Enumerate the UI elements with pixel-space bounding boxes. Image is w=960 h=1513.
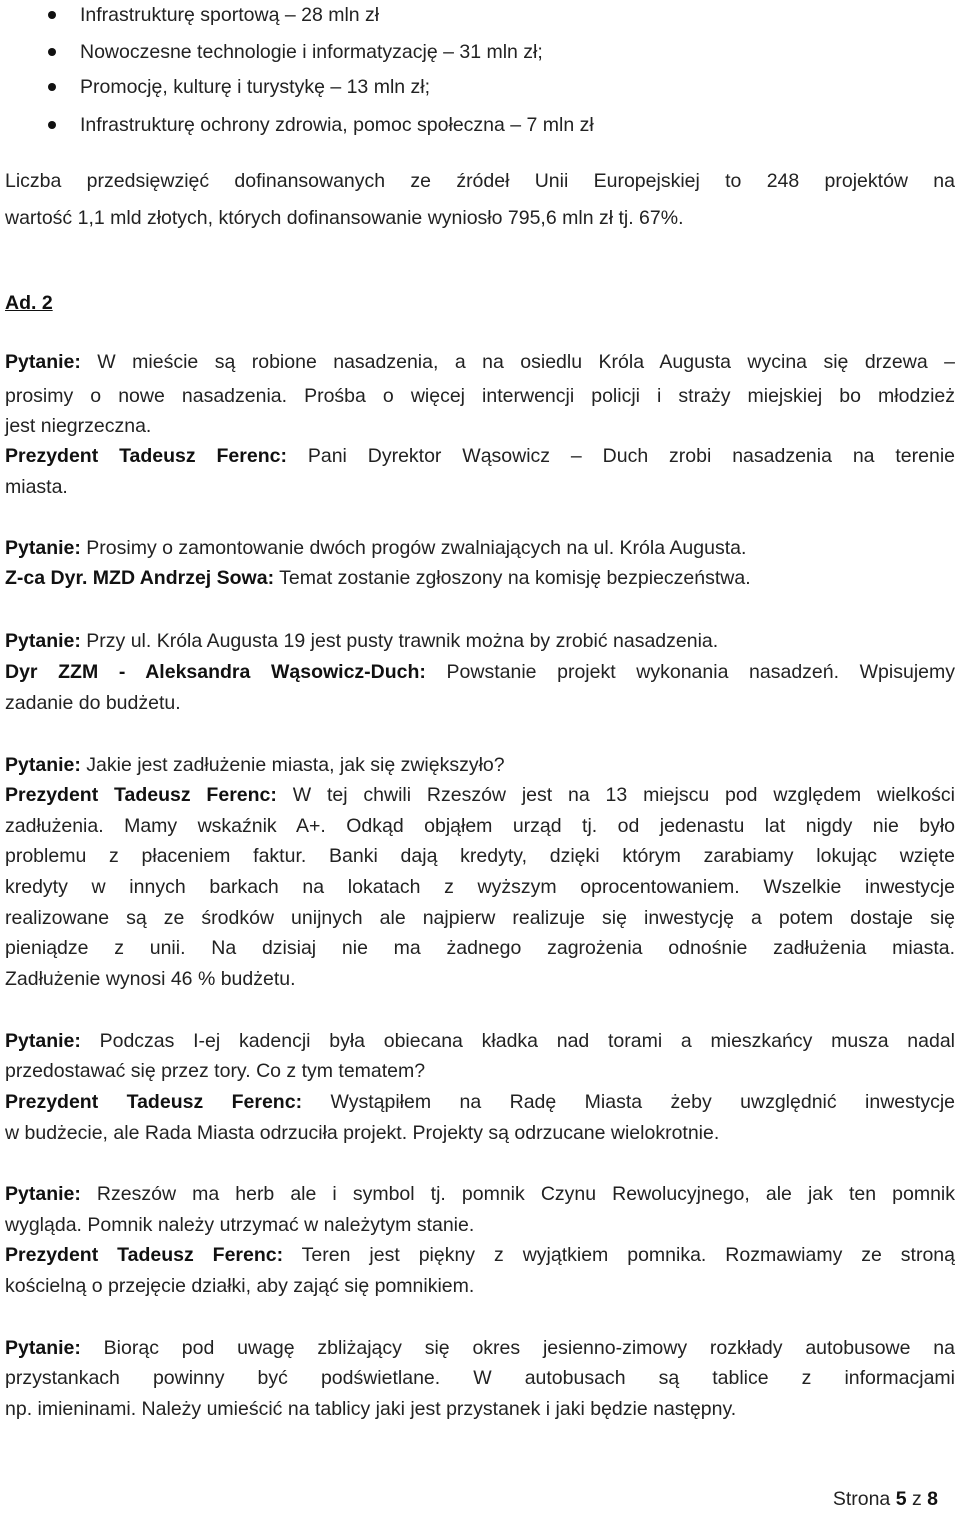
question-label: Pytanie: bbox=[5, 1183, 81, 1205]
question-text: W mieście są robione nasadzenia, a na osiedlu Króla Augusta wycina się drzewa – bbox=[80, 351, 955, 373]
answer-text: Teren jest piękny z wyjątkiem pomnika. Rozmawiamy ze stroną bbox=[283, 1244, 955, 1266]
speaker-label: Prezydent Tadeusz Ferenc: bbox=[5, 1244, 284, 1266]
paragraph-line: wartość 1,1 mld złotych, których dofinansowanie wyniosło 795,6 mln zł tj. 67%. bbox=[5, 207, 684, 229]
answer-line: kościelną o przejęcie działki, aby zająć się pomnikiem. bbox=[5, 1275, 475, 1297]
question-line: przystankach powinny być podświetlane. W autobusach są tablice z informacjami bbox=[5, 1367, 955, 1389]
question-label: Pytanie: bbox=[5, 1030, 81, 1052]
bullet-icon bbox=[48, 121, 56, 129]
answer-line: realizowane są ze środków unijnych ale najpierw realizuje się inwestycję a potem dostaje się bbox=[5, 907, 955, 929]
section-heading-text: Ad. 2 bbox=[5, 292, 53, 314]
question-line: wygląda. Pomnik należy utrzymać w należytym stanie. bbox=[5, 1214, 475, 1236]
answer-line: problemu z płaceniem faktur. Banki dają kredyty, dzięki którym zarabiamy lokując wzięte bbox=[5, 845, 955, 867]
answer-line: zadłużenia. Mamy wskaźnik A+. Odkąd objąłem urząd tj. od jedenastu lat nigdy nie było bbox=[5, 815, 955, 837]
bullet-icon bbox=[48, 83, 56, 91]
question-line bbox=[5, 626, 955, 656]
answer-text: Temat zostanie zgłoszony na komisję bezpieczeństwa. bbox=[274, 567, 751, 589]
question-line bbox=[5, 533, 955, 563]
answer-line: Zadłużenie wynosi 46 % budżetu. bbox=[5, 968, 296, 990]
question-line: przedostawać się przez tory. Co z tym tematem? bbox=[5, 1060, 426, 1082]
question-text: Biorąc pod uwagę zbliżający się okres jesienno-zimowy rozkłady autobusowe na bbox=[80, 1337, 955, 1359]
question-text: Podczas I-ej kadencji była obiecana kładka nad torami a mieszkańcy musza nadal bbox=[80, 1030, 955, 1052]
answer-text: Pani Dyrektor Wąsowicz – Duch zrobi nasadzenia na terenie bbox=[286, 445, 956, 467]
question-line bbox=[5, 750, 955, 780]
answer-line bbox=[5, 780, 955, 810]
question-label: Pytanie: bbox=[5, 630, 81, 652]
section-heading bbox=[5, 288, 955, 318]
bullet-text: Nowoczesne technologie i informatyzację – 31 mln zł; bbox=[80, 41, 543, 63]
question-line: np. imieninami. Należy umieścić na tablicy jaki jest przystanek i jaki będzie następny. bbox=[5, 1398, 737, 1420]
question-text: Rzeszów ma herb ale i symbol tj. pomnik Czynu Rewolucyjnego, ale jak ten pomnik bbox=[80, 1183, 955, 1205]
answer-line: w budżecie, ale Rada Miasta odrzuciła projekt. Projekty są odrzucane wielokrotnie. bbox=[5, 1122, 720, 1144]
page-number-current: 5 bbox=[895, 1488, 907, 1510]
answer-line bbox=[5, 657, 955, 687]
speaker-label: Dyr ZZM - Aleksandra Wąsowicz-Duch: bbox=[5, 661, 426, 683]
question-line bbox=[5, 1333, 955, 1363]
question-text: Jakie jest zadłużenie miasta, jak się zwiększyło? bbox=[80, 754, 505, 776]
question-label: Pytanie: bbox=[5, 754, 81, 776]
question-label: Pytanie: bbox=[5, 1337, 81, 1359]
page-number-prefix: Strona bbox=[832, 1488, 896, 1510]
page-number-total: 8 bbox=[927, 1488, 938, 1510]
answer-line bbox=[5, 1087, 955, 1117]
answer-line: pieniądze z unii. Na dzisiaj nie ma żadnego zagrożenia odnośnie zadłużenia miasta. bbox=[5, 937, 955, 959]
bullet-text: Promocję, kulturę i turystykę – 13 mln zł; bbox=[80, 76, 431, 98]
answer-line: miasta. bbox=[5, 476, 68, 498]
answer-line: kredyty w innych barkach na lokatach z wyższym oprocentowaniem. Wszelkie inwestycje bbox=[5, 876, 955, 898]
answer-text: Powstanie projekt wykonania nasadzeń. Wpisujemy bbox=[425, 661, 955, 683]
question-label: Pytanie: bbox=[5, 537, 81, 559]
answer-text: Wystąpiłem na Radę Miasta żeby uwzględnić inwestycje bbox=[302, 1091, 955, 1113]
bullet-text: Infrastrukturę sportową – 28 mln zł bbox=[80, 4, 380, 26]
speaker-label: Prezydent Tadeusz Ferenc: bbox=[5, 445, 287, 467]
question-text: Przy ul. Króla Augusta 19 jest pusty trawnik można by zrobić nasadzenia. bbox=[80, 630, 719, 652]
question-line bbox=[5, 347, 955, 377]
question-line: jest niegrzeczna. bbox=[5, 415, 152, 437]
paragraph-line: Liczba przedsięwzięć dofinansowanych ze źródeł Unii Europejskiej to 248 projektów na bbox=[5, 170, 955, 192]
answer-line bbox=[5, 441, 955, 471]
question-text: Prosimy o zamontowanie dwóch progów zwalniających na ul. Króla Augusta. bbox=[80, 537, 747, 559]
speaker-label: Prezydent Tadeusz Ferenc: bbox=[5, 1091, 303, 1113]
bullet-icon bbox=[48, 11, 56, 19]
speaker-label: Prezydent Tadeusz Ferenc: bbox=[5, 784, 277, 806]
speaker-label: Z-ca Dyr. MZD Andrzej Sowa: bbox=[5, 567, 275, 589]
question-line bbox=[5, 1179, 955, 1209]
bullet-text: Infrastrukturę ochrony zdrowia, pomoc społeczna – 7 mln zł bbox=[80, 114, 594, 136]
bullet-icon bbox=[48, 48, 56, 56]
page-number-separator: z bbox=[906, 1488, 928, 1510]
answer-text: W tej chwili Rzeszów jest na 13 miejscu pod względem wielkości bbox=[276, 784, 956, 806]
question-line: prosimy o nowe nasadzenia. Prośba o więcej interwencji policji i straży miejskiej bo młodzież bbox=[5, 385, 955, 407]
answer-line: zadanie do budżetu. bbox=[5, 692, 181, 714]
question-label: Pytanie: bbox=[5, 351, 81, 373]
question-line bbox=[5, 1026, 955, 1056]
answer-line bbox=[5, 1240, 955, 1270]
answer-line bbox=[5, 563, 955, 593]
